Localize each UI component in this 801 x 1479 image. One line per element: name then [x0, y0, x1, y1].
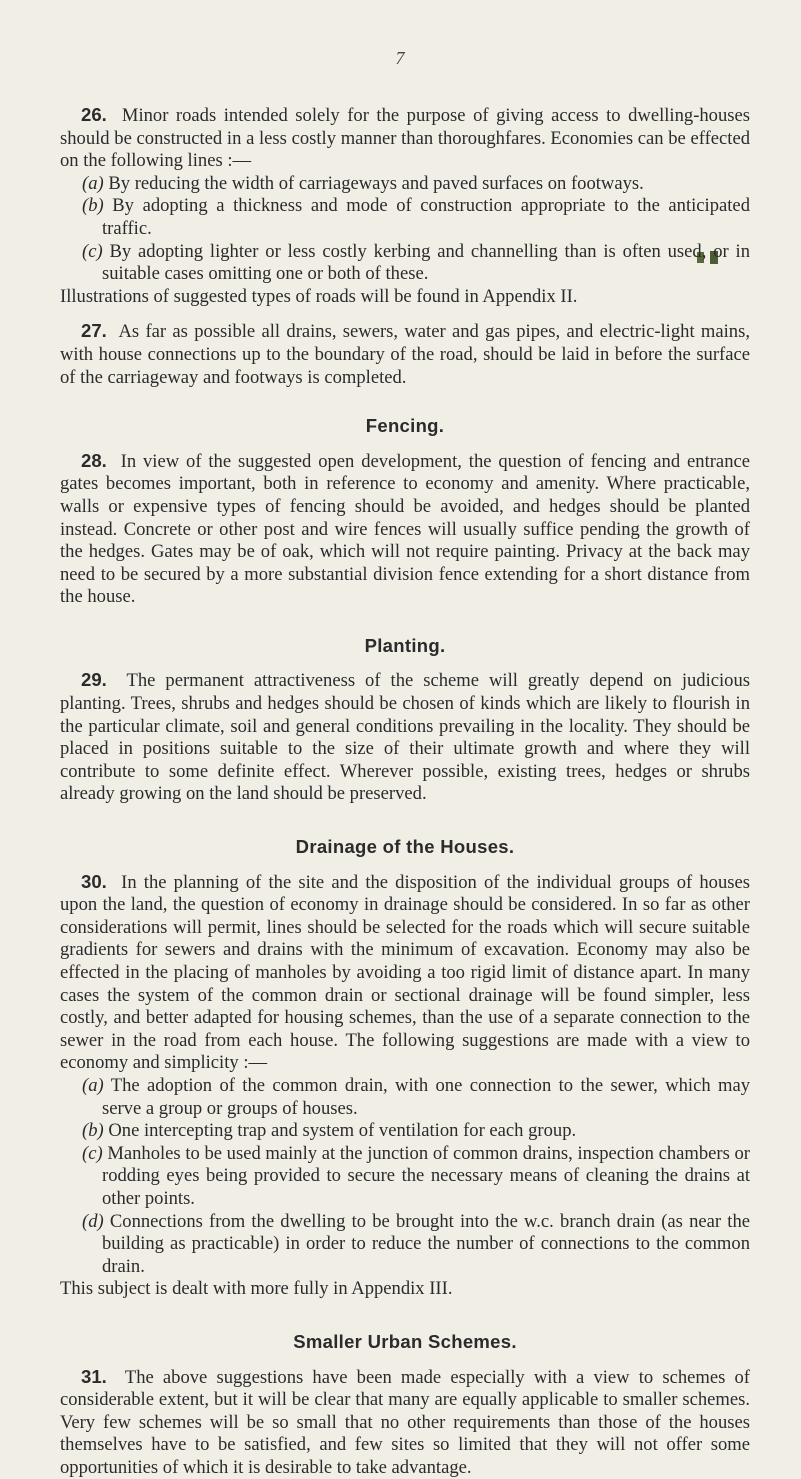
- document-body: [60, 104, 750, 1479]
- paragraph-number: 31.: [81, 1366, 107, 1387]
- paragraph-number: 26.: [81, 104, 107, 125]
- paragraph-number: 29.: [81, 669, 107, 690]
- paragraph-28: [60, 450, 750, 609]
- paragraph-text: As far as possible all drains, sewers, water and gas pipes, and electric-light mains, with house connections up to the boundary of the road, should be laid in before the surface of the carriageway and footways is completed.: [60, 321, 750, 387]
- list-26: [60, 173, 750, 286]
- paragraph-text: In the planning of the site and the disposition of the individual groups of houses upon the land, the question of economy in drainage should be considered. In so far as other considerations will permit, lines should be selected for the roads which will secure suitable gradients for sewers and drains with the minimum of excavation. Economy may also be effected in the placing of manholes by avoiding a too rigid limit of distance apart. In many cases the system of the common drain or sectional drainage will be found simpler, less costly, and better adapted for housing schemes, than the use of a separate connection to the sewer in the road from each house. The following suggestions are made with a view to economy and simplicity :—: [60, 872, 750, 1074]
- list-30: [60, 1075, 750, 1278]
- list-item: (b) One intercepting trap and system of ventilation for each group.: [60, 1120, 750, 1143]
- list-item: (d) Connections from the dwelling to be brought into the w.c. branch drain (as near the building as practicable) in order to reduce the number of connections to the common drain.: [60, 1211, 750, 1279]
- list-item: (c) Manholes to be used mainly at the junction of common drains, inspection chambers or rodding eyes being provided to secure the necessary means of cleaning the drains at other points.: [60, 1143, 750, 1211]
- paragraph-number: 27.: [81, 320, 107, 341]
- section-heading-smaller-urban-schemes: Smaller Urban Schemes.: [60, 1331, 750, 1354]
- paragraph-26: [60, 104, 750, 173]
- section-heading-fencing: Fencing.: [60, 415, 750, 438]
- paragraph-tail: This subject is dealt with more fully in Appendix III.: [60, 1278, 750, 1301]
- paragraph-number: 28.: [81, 450, 107, 471]
- paragraph-text: Minor roads intended solely for the purpose of giving access to dwelling-houses should be constructed in a less costly manner than thoroughfares. Economies can be effected on the following lines :—: [60, 105, 750, 171]
- paragraph-31: [60, 1366, 750, 1479]
- paragraph-tail: Illustrations of suggested types of roads will be found in Appendix II.: [60, 286, 750, 309]
- list-item: (b) By adopting a thickness and mode of construction appropriate to the anticipated traffic.: [60, 195, 750, 240]
- paragraph-27: [60, 320, 750, 389]
- paragraph-29: [60, 669, 750, 806]
- paragraph-30: [60, 871, 750, 1075]
- paragraph-number: 30.: [81, 871, 107, 892]
- paragraph-text: The above suggestions have been made especially with a view to schemes of considerable extent, but it will be clear that many are equally applicable to smaller schemes. Very few schemes will be so small that no other requirements than those of the houses themselves have to be satisfied, and few sites so limited that they will not offer some opportunities of which it is desirable to take advantage.: [60, 1367, 750, 1478]
- section-heading-planting: Planting.: [60, 635, 750, 658]
- page-number: 7: [388, 48, 412, 69]
- paragraph-text: In view of the suggested open development, the question of fencing and entrance gates becomes important, both in reference to economy and amenity. Where practicable, walls or expensive types of fencing should be avoided, and hedges should be planted instead. Concrete or other post and wire fences will usually suffice pending the growth of the hedges. Gates may be of oak, which will not require painting. Privacy at the back may need to be secured by a more substantial division fence extending for a short distance from the house.: [60, 451, 750, 608]
- list-item: (a) By reducing the width of carriageways and paved surfaces on footways.: [60, 173, 750, 196]
- list-item: (c) By adopting lighter or less costly kerbing and channelling than is often used, or in suitable cases omitting one or both of these.: [60, 241, 750, 286]
- section-heading-drainage: Drainage of the Houses.: [60, 836, 750, 859]
- list-item: (a) The adoption of the common drain, with one connection to the sewer, which may serve a group or groups of houses.: [60, 1075, 750, 1120]
- paragraph-text: The permanent attractiveness of the scheme will greatly depend on judicious planting. Trees, shrubs and hedges should be chosen of kinds which are likely to flourish in the particular climate, soil and general conditions prevailing in the locality. They should be placed in positions suitable to the size of their ultimate growth and where they will contribute to some definite effect. Wherever possible, existing trees, hedges or shrubs already growing on the land should be preserved.: [60, 670, 750, 804]
